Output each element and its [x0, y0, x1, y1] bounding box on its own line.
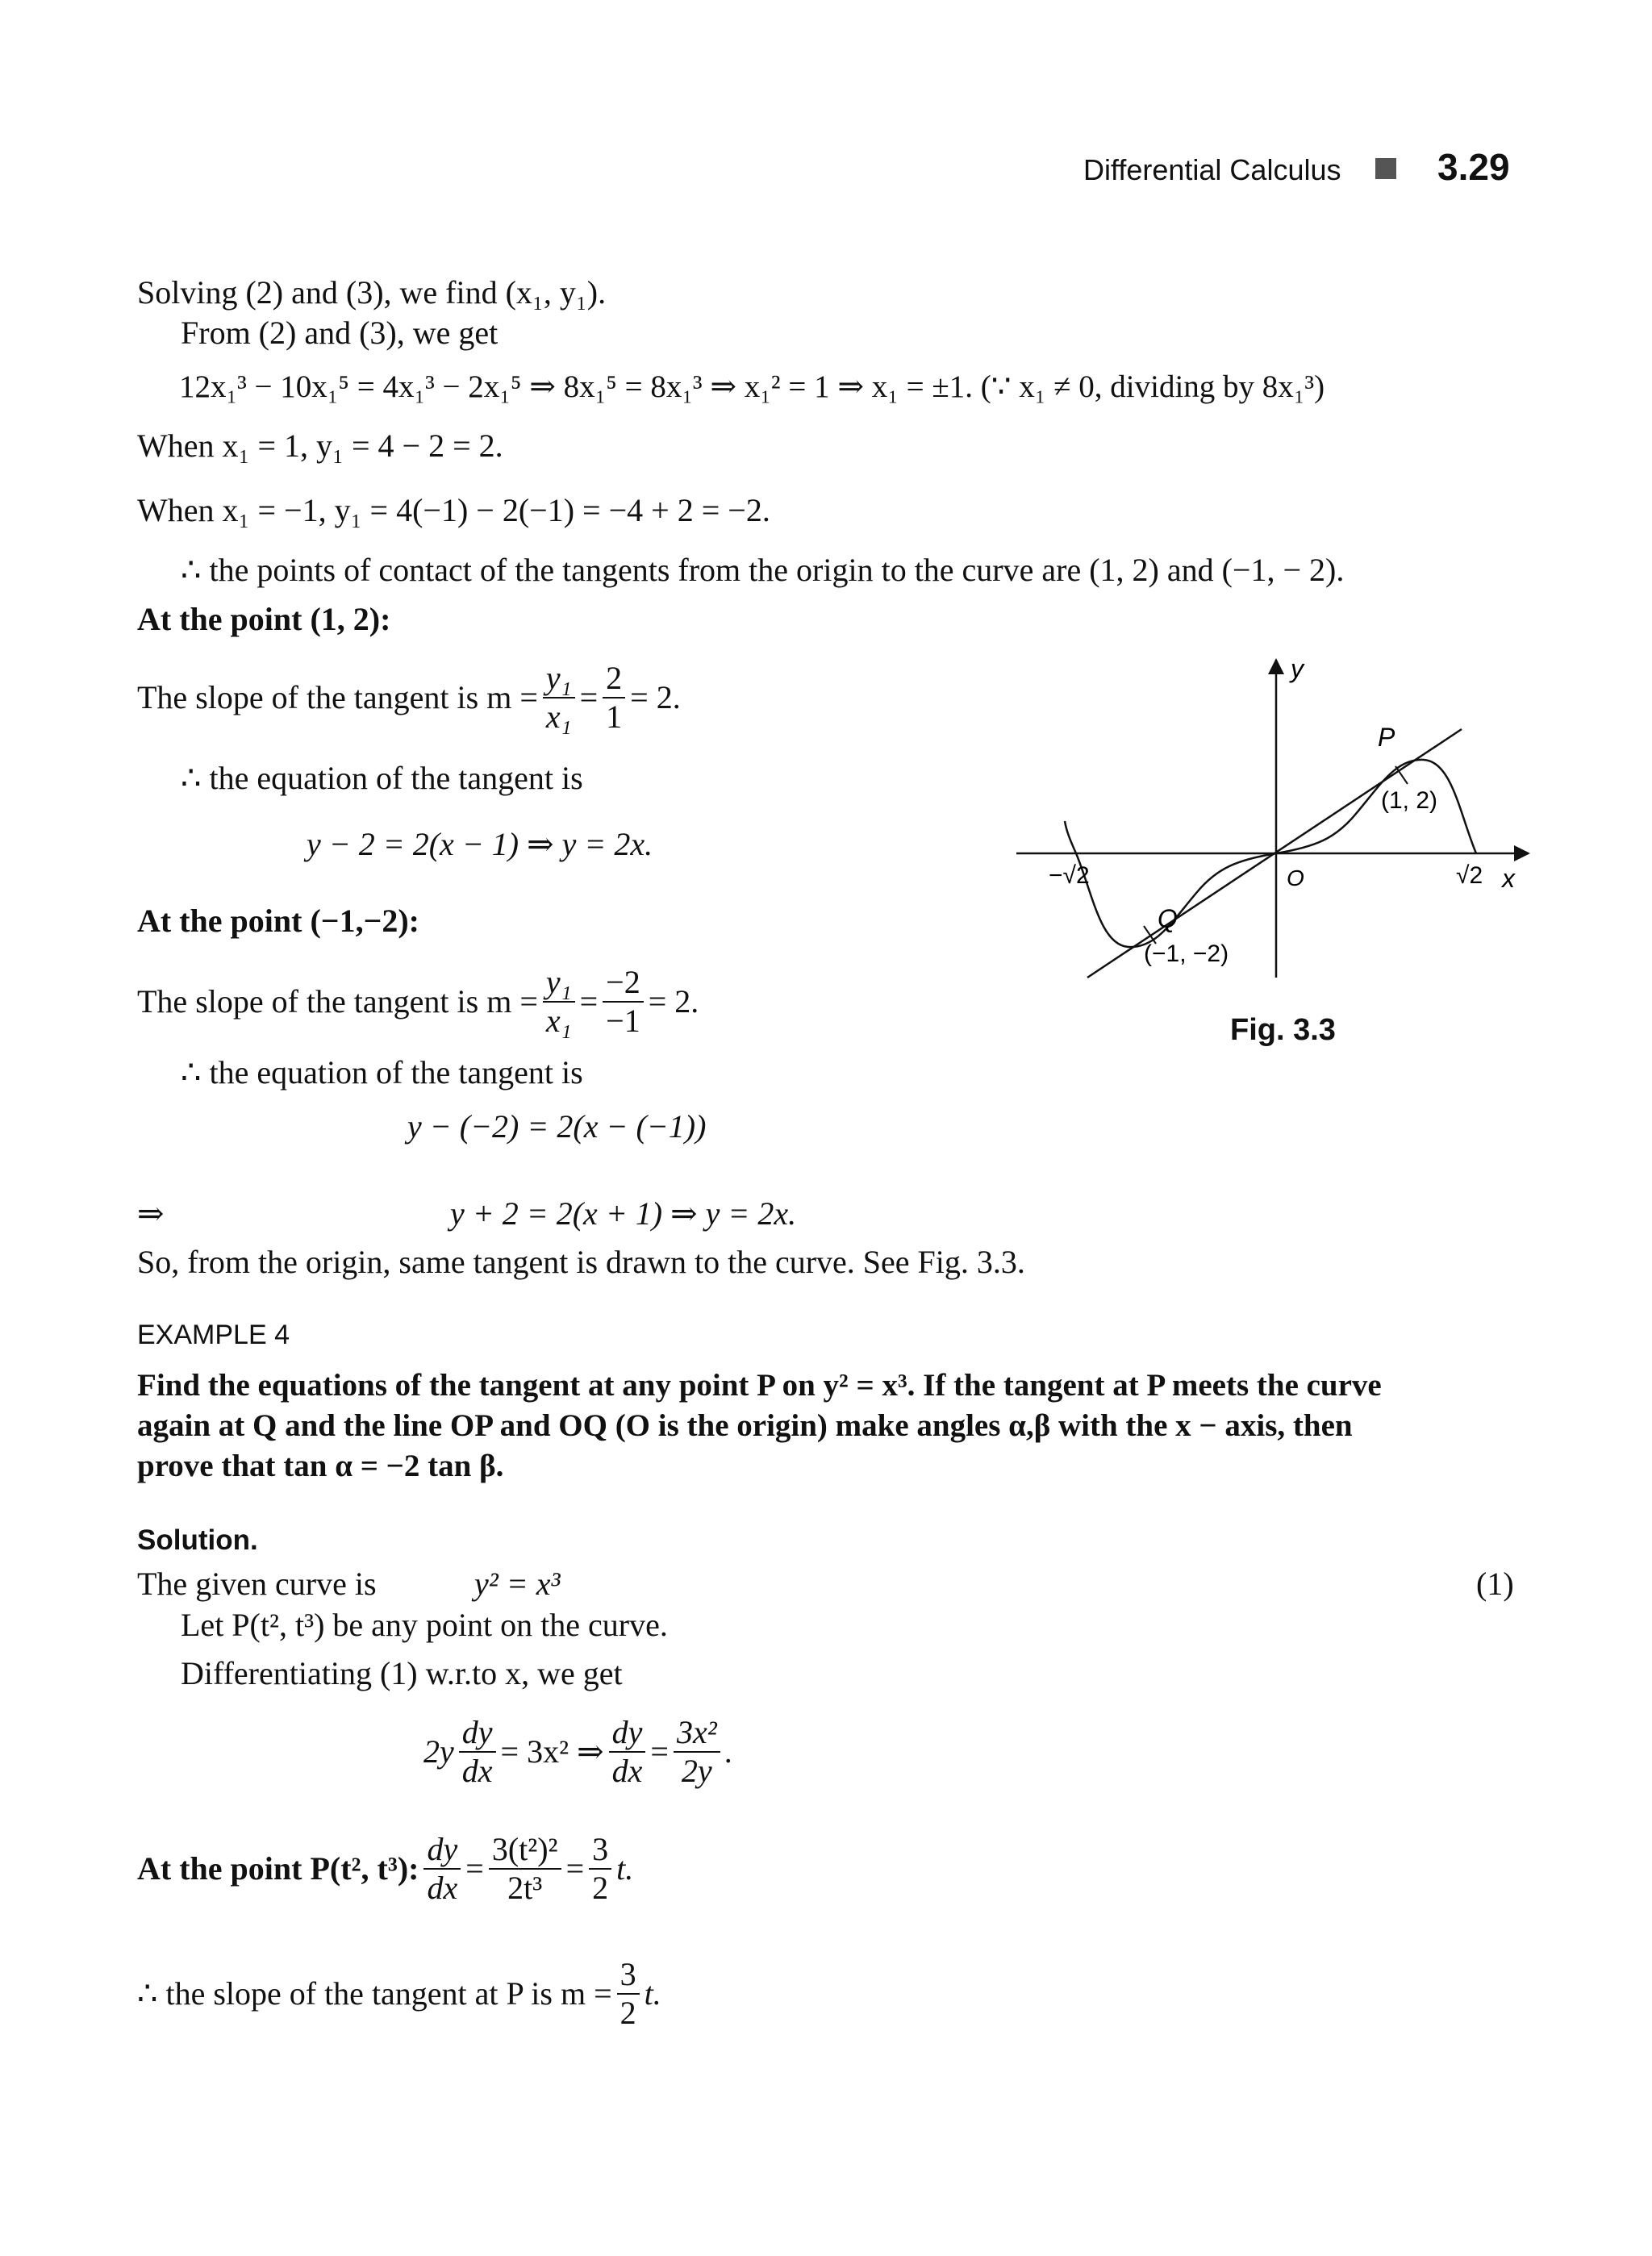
slope1-line: The slope of the tangent is m = $\frac{\text{y₁}}{\text{x₁}}$ = $\frac{2}{1}$ = 2. [137, 660, 681, 735]
frac-num: −2 [603, 964, 644, 1003]
heading-at-12: At the point (1, 2): [137, 601, 391, 637]
frac-3x2-2y [674, 1714, 720, 1790]
t-end: t. [644, 1975, 661, 2012]
label-Q-coord: (−1, −2) [1144, 940, 1229, 967]
frac-den: 2t³ [507, 1870, 543, 1906]
at-point-P-label: At the point P(t², t³): [137, 1850, 419, 1887]
header-square-icon [1375, 158, 1396, 179]
t-end: t. [616, 1850, 634, 1887]
heading-at-m1m2: At the point (−1,−2): [137, 903, 419, 939]
text-from23: From (2) and (3), we get [181, 315, 499, 351]
page-number: 3.29 [1437, 146, 1510, 188]
label-Q: Q [1158, 904, 1178, 933]
text-eq-tangent1: ∴ the equation of the tangent is [181, 760, 583, 796]
frac-den: dx [427, 1870, 458, 1906]
frac-dy-dx-3 [423, 1831, 461, 1907]
curve-positive [1276, 760, 1476, 853]
frac-y1-x1 [543, 660, 575, 736]
frac-den: 2y [681, 1753, 712, 1789]
figure-3-3 [968, 645, 1581, 1065]
slope-at-P-prefix: ∴ the slope of the tangent at P is m = [137, 1975, 612, 2012]
frac-num: dy [609, 1714, 646, 1753]
frac-num: 3 [617, 1956, 640, 1995]
slope2-prefix: The slope of the tangent is m = [137, 983, 538, 1020]
example-statement-line3: prove that tan α = −2 tan β. [137, 1449, 504, 1483]
frac-num: dy [423, 1831, 461, 1870]
frac-num: y₁ [543, 660, 575, 698]
figure-caption: Fig. 3.3 [1230, 1013, 1336, 1047]
text-points-contact: ∴ the points of contact of the tangents from the origin to the curve are (1, 2) and (−1, − 2). [181, 552, 1345, 588]
label-pos-root2: √2 [1456, 862, 1483, 889]
text-differentiating: Differentiating (1) w.r.to x, we get [181, 1655, 623, 1691]
frac-3-2-b [617, 1956, 640, 2032]
frac-num: y₁ [543, 964, 575, 1003]
frac-3-2 [589, 1831, 611, 1907]
frac-dy-dx [459, 1714, 496, 1790]
frac-dy-dx-2 [609, 1714, 646, 1790]
equals: = [465, 1850, 484, 1887]
equals: = [650, 1733, 669, 1770]
frac-m2-m1 [603, 964, 644, 1040]
derivative-line [423, 1714, 733, 1790]
period: . [724, 1733, 733, 1770]
label-x-axis: x [1502, 864, 1515, 893]
figure-svg [968, 645, 1581, 1065]
term-2y: 2y [423, 1733, 454, 1770]
equals: = [565, 1850, 585, 1887]
frac-y1-x1 [543, 964, 575, 1040]
text-when2: When x₁ = −1, y₁ = 4(−1) − 2(−1) = −4 + 2 = −2. [137, 492, 770, 528]
label-y-axis: y [1291, 654, 1304, 683]
text-solving: Solving (2) and (3), we find (x₁, y₁). [137, 274, 607, 311]
example-statement-line2: again at Q and the line OP and OQ (O is the origin) make angles α,β with the x − axis, then [137, 1408, 1353, 1443]
frac-2-1 [603, 660, 625, 736]
frac-num: 3x² [674, 1714, 720, 1753]
slope1-prefix: The slope of the tangent is m = [137, 679, 538, 715]
frac-num: 3(t²)² [489, 1831, 561, 1870]
frac-den: x₁ [545, 698, 572, 735]
slope2-result: = 2. [648, 983, 699, 1020]
frac-den: 2 [592, 1870, 609, 1906]
at-point-P-line [137, 1831, 633, 1907]
given-equation: y² = x³ [474, 1566, 561, 1602]
tangent2-equation: y − (−2) = 2(x − (−1)) [407, 1108, 707, 1145]
frac-den: 1 [606, 698, 623, 735]
solution-label: Solution. [137, 1524, 258, 1556]
frac-den: x₁ [545, 1003, 572, 1039]
slope1-result: = 2. [630, 679, 681, 715]
label-origin: O [1287, 865, 1304, 890]
label-neg-root2: −√2 [1049, 862, 1090, 889]
example-statement-line1: Find the equations of the tangent at any point P on y² = x³. If the tangent at P meets the curve [137, 1368, 1382, 1403]
frac-num: 2 [603, 660, 625, 698]
slope-at-P-line [137, 1956, 661, 2032]
equation-number-1: (1) [1476, 1566, 1514, 1602]
frac-den: dx [611, 1753, 643, 1789]
frac-3t2-2t3 [489, 1831, 561, 1907]
text-eq-tangent2: ∴ the equation of the tangent is [181, 1054, 583, 1090]
tangent2b-equation: y + 2 = 2(x + 1) ⇒ y = 2x. [450, 1195, 797, 1232]
frac-den: −1 [606, 1003, 640, 1039]
equation-line: 12x₁³ − 10x₁⁵ = 4x₁³ − 2x₁⁵ ⇒ 8x₁⁵ = 8x₁³ ⇒ x₁² = 1 ⇒ x₁ = ±1. (∵ x₁ ≠ 0, dividing by 8x₁³) [179, 369, 1325, 404]
text-when1: When x₁ = 1, y₁ = 4 − 2 = 2. [137, 427, 503, 464]
frac-den: 2 [620, 1995, 636, 2031]
implies-symbol: ⇒ [137, 1195, 165, 1232]
frac-den: dx [461, 1753, 493, 1789]
frac-num: dy [459, 1714, 496, 1753]
example-label: EXAMPLE 4 [137, 1320, 290, 1350]
text-same-tangent: So, from the origin, same tangent is drawn to the curve. See Fig. 3.3. [137, 1244, 1025, 1280]
label-P-coord: (1, 2) [1381, 787, 1438, 814]
slope2-line: The slope of the tangent is m = $\frac{\text{y₁}}{\text{x₁}}$ = $\frac{-2}{-1}$ = 2. [137, 964, 699, 1039]
text-let-p: Let P(t², t³) be any point on the curve. [181, 1607, 668, 1643]
frac-num: 3 [589, 1831, 611, 1870]
term-3x2: = 3x² ⇒ [500, 1733, 604, 1770]
tangent1-equation: y − 2 = 2(x − 1) ⇒ y = 2x. [307, 826, 653, 862]
text-given-curve: The given curve is [137, 1566, 377, 1602]
running-header-title: Differential Calculus [1083, 153, 1341, 186]
label-P: P [1378, 723, 1395, 752]
